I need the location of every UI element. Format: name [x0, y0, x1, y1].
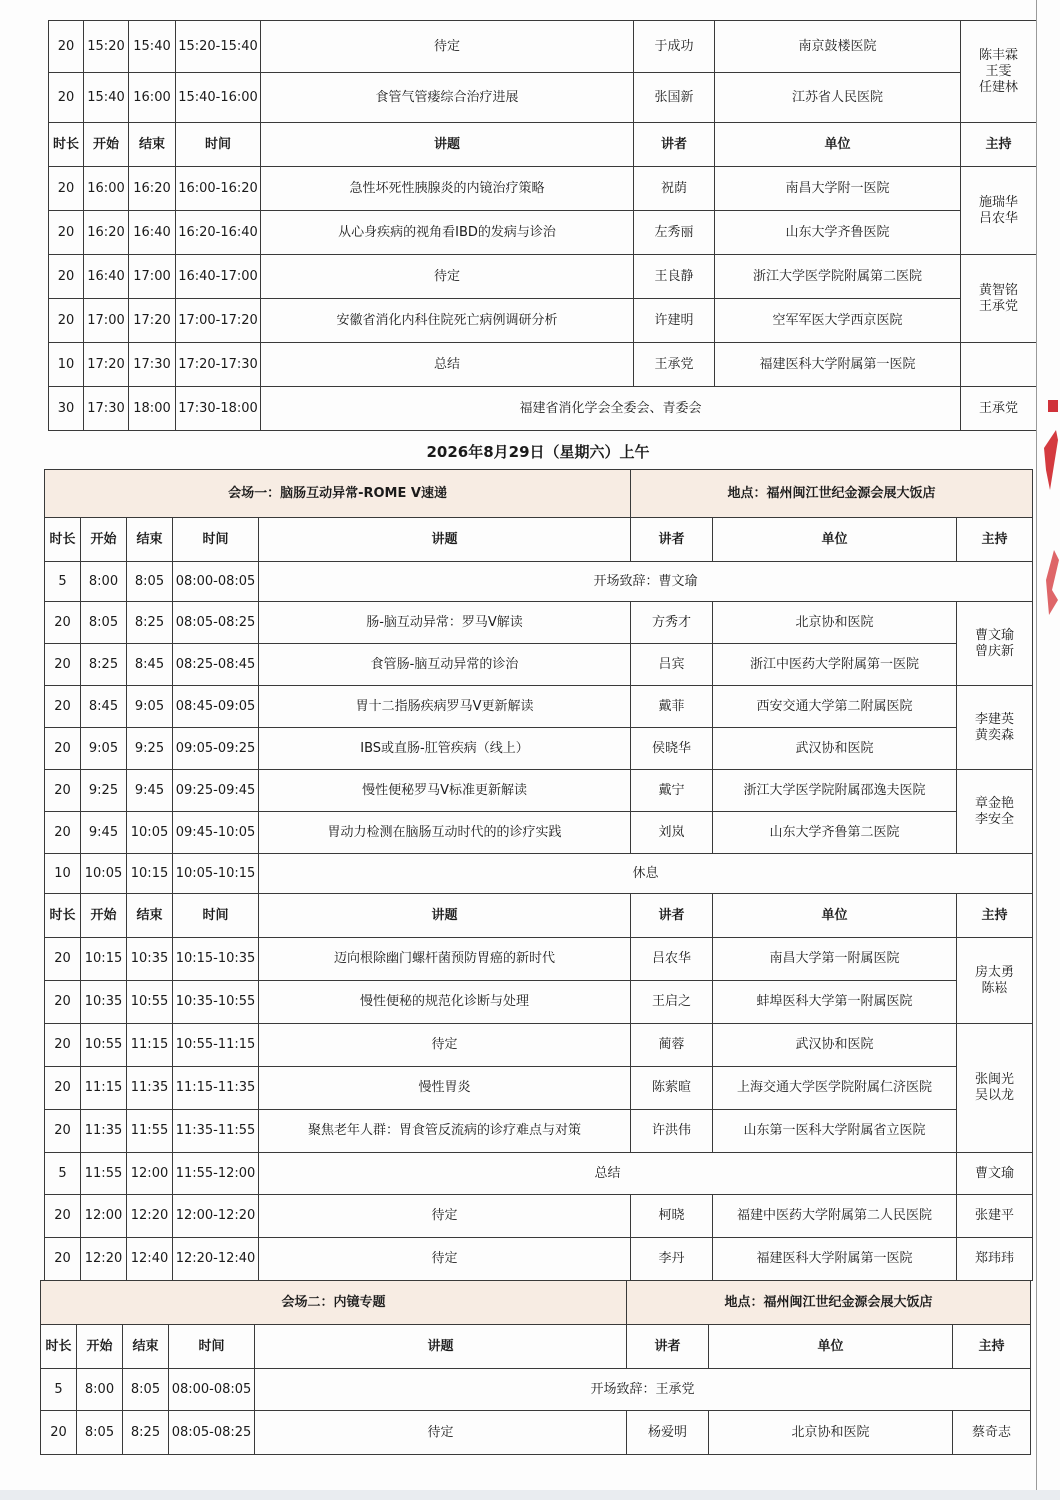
- table-row: 20 9:25 9:45 09:25-09:45 慢性便秘罗马V标准更新解读 戴宁 浙江大学医学院附属邵逸夫医院 章金艳 李安全: [45, 770, 1033, 812]
- table-row: 20 12:20 12:40 12:20-12:40 待定 李丹 福建医科大学附属第一医院 郑玮玮: [45, 1238, 1033, 1281]
- table-row: 20 8:25 8:45 08:25-08:45 食管肠-脑互动异常的诊治 吕宾 浙江中医药大学附属第一医院: [45, 644, 1033, 686]
- table-row: 20 10:35 10:55 10:35-10:55 慢性便秘的规范化诊断与处理 王启之 蚌埠医科大学第一附属医院: [45, 981, 1033, 1024]
- table-row: 20 8:45 9:05 08:45-09:05 胃十二指肠疾病罗马V更新解读 戴菲 西安交通大学第二附属医院 李建英 黄奕森: [45, 686, 1033, 728]
- table-row: 20 11:15 11:35 11:15-11:35 慢性胃炎 陈萦暄 上海交通大学医学院附属仁济医院: [45, 1067, 1033, 1110]
- table-header-row: 时长 开始 结束 时间 讲题 讲者 单位 主持: [45, 518, 1033, 562]
- red-stamp-fragment: [1040, 400, 1060, 620]
- host-cell: 施瑞华 吕农华: [961, 167, 1037, 255]
- table-row: 20 9:05 9:25 09:05-09:25 IBS或直肠-肛管疾病（线上） 侯晓华 武汉协和医院: [45, 728, 1033, 770]
- table-header-row: 时长 开始 结束 时间 讲题 讲者 单位 主持: [49, 123, 1037, 167]
- table-row: 20 9:45 10:05 09:45-10:05 胃动力检测在脑肠互动时代的的诊疗实践 刘岚 山东大学齐鲁第二医院: [45, 812, 1033, 854]
- table-row: 20 16:00 16:20 16:00-16:20 急性坏死性胰腺炎的内镜治疗策略 祝荫 南昌大学附一医院 施瑞华 吕农华: [49, 167, 1037, 211]
- table-row: 5 8:00 8:05 08:00-08:05 开场致辞：王承党: [41, 1369, 1031, 1411]
- date-heading: 2026年8月29日（星期六）上午: [426, 443, 650, 461]
- session-location: 地点：福州闽江世纪金源会展大饭店: [631, 470, 1033, 518]
- table-row: 20 15:20 15:40 15:20-15:40 待定 于成功 南京鼓楼医院 陈丰霖 王雯 任建林: [49, 21, 1037, 73]
- page-border-line: [1036, 0, 1037, 1490]
- table-row: 20 16:20 16:40 16:20-16:40 从心身疾病的视角看IBD的发病与诊治 左秀丽 山东大学齐鲁医院: [49, 211, 1037, 255]
- session-location: 地点：福州闽江世纪金源会展大饭店: [627, 1281, 1031, 1325]
- host-cell: 章金艳 李安全: [957, 770, 1033, 854]
- host-cell: 陈丰霖 王雯 任建林: [961, 21, 1037, 123]
- venue1-schedule-table: [44, 469, 1033, 1281]
- table-row: 10 17:20 17:30 17:20-17:30 总结 王承党 福建医科大学附属第一医院: [49, 343, 1037, 387]
- table-row: 20 16:40 17:00 16:40-17:00 待定 王良静 浙江大学医学院附属第二医院 黄智铭 王承党: [49, 255, 1037, 299]
- session-title: 会场一：脑肠互动异常-ROME V速递: [45, 470, 631, 518]
- session-header: [41, 1281, 1031, 1325]
- host-cell: 曹文瑜 曾庆新: [957, 602, 1033, 686]
- host-cell: 房太勇 陈崧: [957, 938, 1033, 1024]
- scan-bottom-edge: [0, 1490, 1060, 1500]
- host-cell: 黄智铭 王承党: [961, 255, 1037, 343]
- table-row: 30 17:30 18:00 17:30-18:00 福建省消化学会全委会、青委会 王承党: [49, 387, 1037, 431]
- table-row: 20 10:55 11:15 10:55-11:15 待定 蔺蓉 武汉协和医院 张闽光 吴以龙: [45, 1024, 1033, 1067]
- table-row: 20 17:00 17:20 17:00-17:20 安徽省消化内科住院死亡病例调研分析 许建明 空军军医大学西京医院: [49, 299, 1037, 343]
- table-row: 20 15:40 16:00 15:40-16:00 食管气管瘘综合治疗进展 张国新 江苏省人民医院: [49, 73, 1037, 123]
- afternoon-schedule-table: [48, 20, 1037, 431]
- table-row: 5 8:00 8:05 08:00-08:05 开场致辞：曹文瑜: [45, 562, 1033, 602]
- table-row: 20 8:05 8:25 08:05-08:25 肠-脑互动异常：罗马V解读 方秀才 北京协和医院 曹文瑜 曾庆新: [45, 602, 1033, 644]
- table-row: 10 10:05 10:15 10:05-10:15 休息: [45, 854, 1033, 894]
- host-cell: 张闽光 吴以龙: [957, 1024, 1033, 1153]
- session-title: 会场二：内镜专题: [41, 1281, 627, 1325]
- table-header-row: 时长 开始 结束 时间 讲题 讲者 单位 主持: [41, 1325, 1031, 1369]
- table-row: 20 8:05 8:25 08:05-08:25 待定 杨爱明 北京协和医院 蔡奇志: [41, 1411, 1031, 1455]
- table-row: 20 10:15 10:35 10:15-10:35 迈向根除幽门螺杆菌预防胃癌的新时代 吕农华 南昌大学第一附属医院 房太勇 陈崧: [45, 938, 1033, 981]
- session-header: [45, 470, 1033, 518]
- table-row: 20 12:00 12:20 12:00-12:20 待定 柯晓 福建中医药大学附属第二人民医院 张建平: [45, 1195, 1033, 1238]
- table-header-row: 时长 开始 结束 时间 讲题 讲者 单位 主持: [45, 894, 1033, 938]
- table-row: 20 11:35 11:55 11:35-11:55 聚焦老年人群：胃食管反流病的诊疗难点与对策 许洪伟 山东第一医科大学附属省立医院: [45, 1110, 1033, 1153]
- host-cell: 李建英 黄奕森: [957, 686, 1033, 770]
- table-row: 5 11:55 12:00 11:55-12:00 总结 曹文瑜: [45, 1153, 1033, 1195]
- venue2-schedule-table: [40, 1280, 1031, 1455]
